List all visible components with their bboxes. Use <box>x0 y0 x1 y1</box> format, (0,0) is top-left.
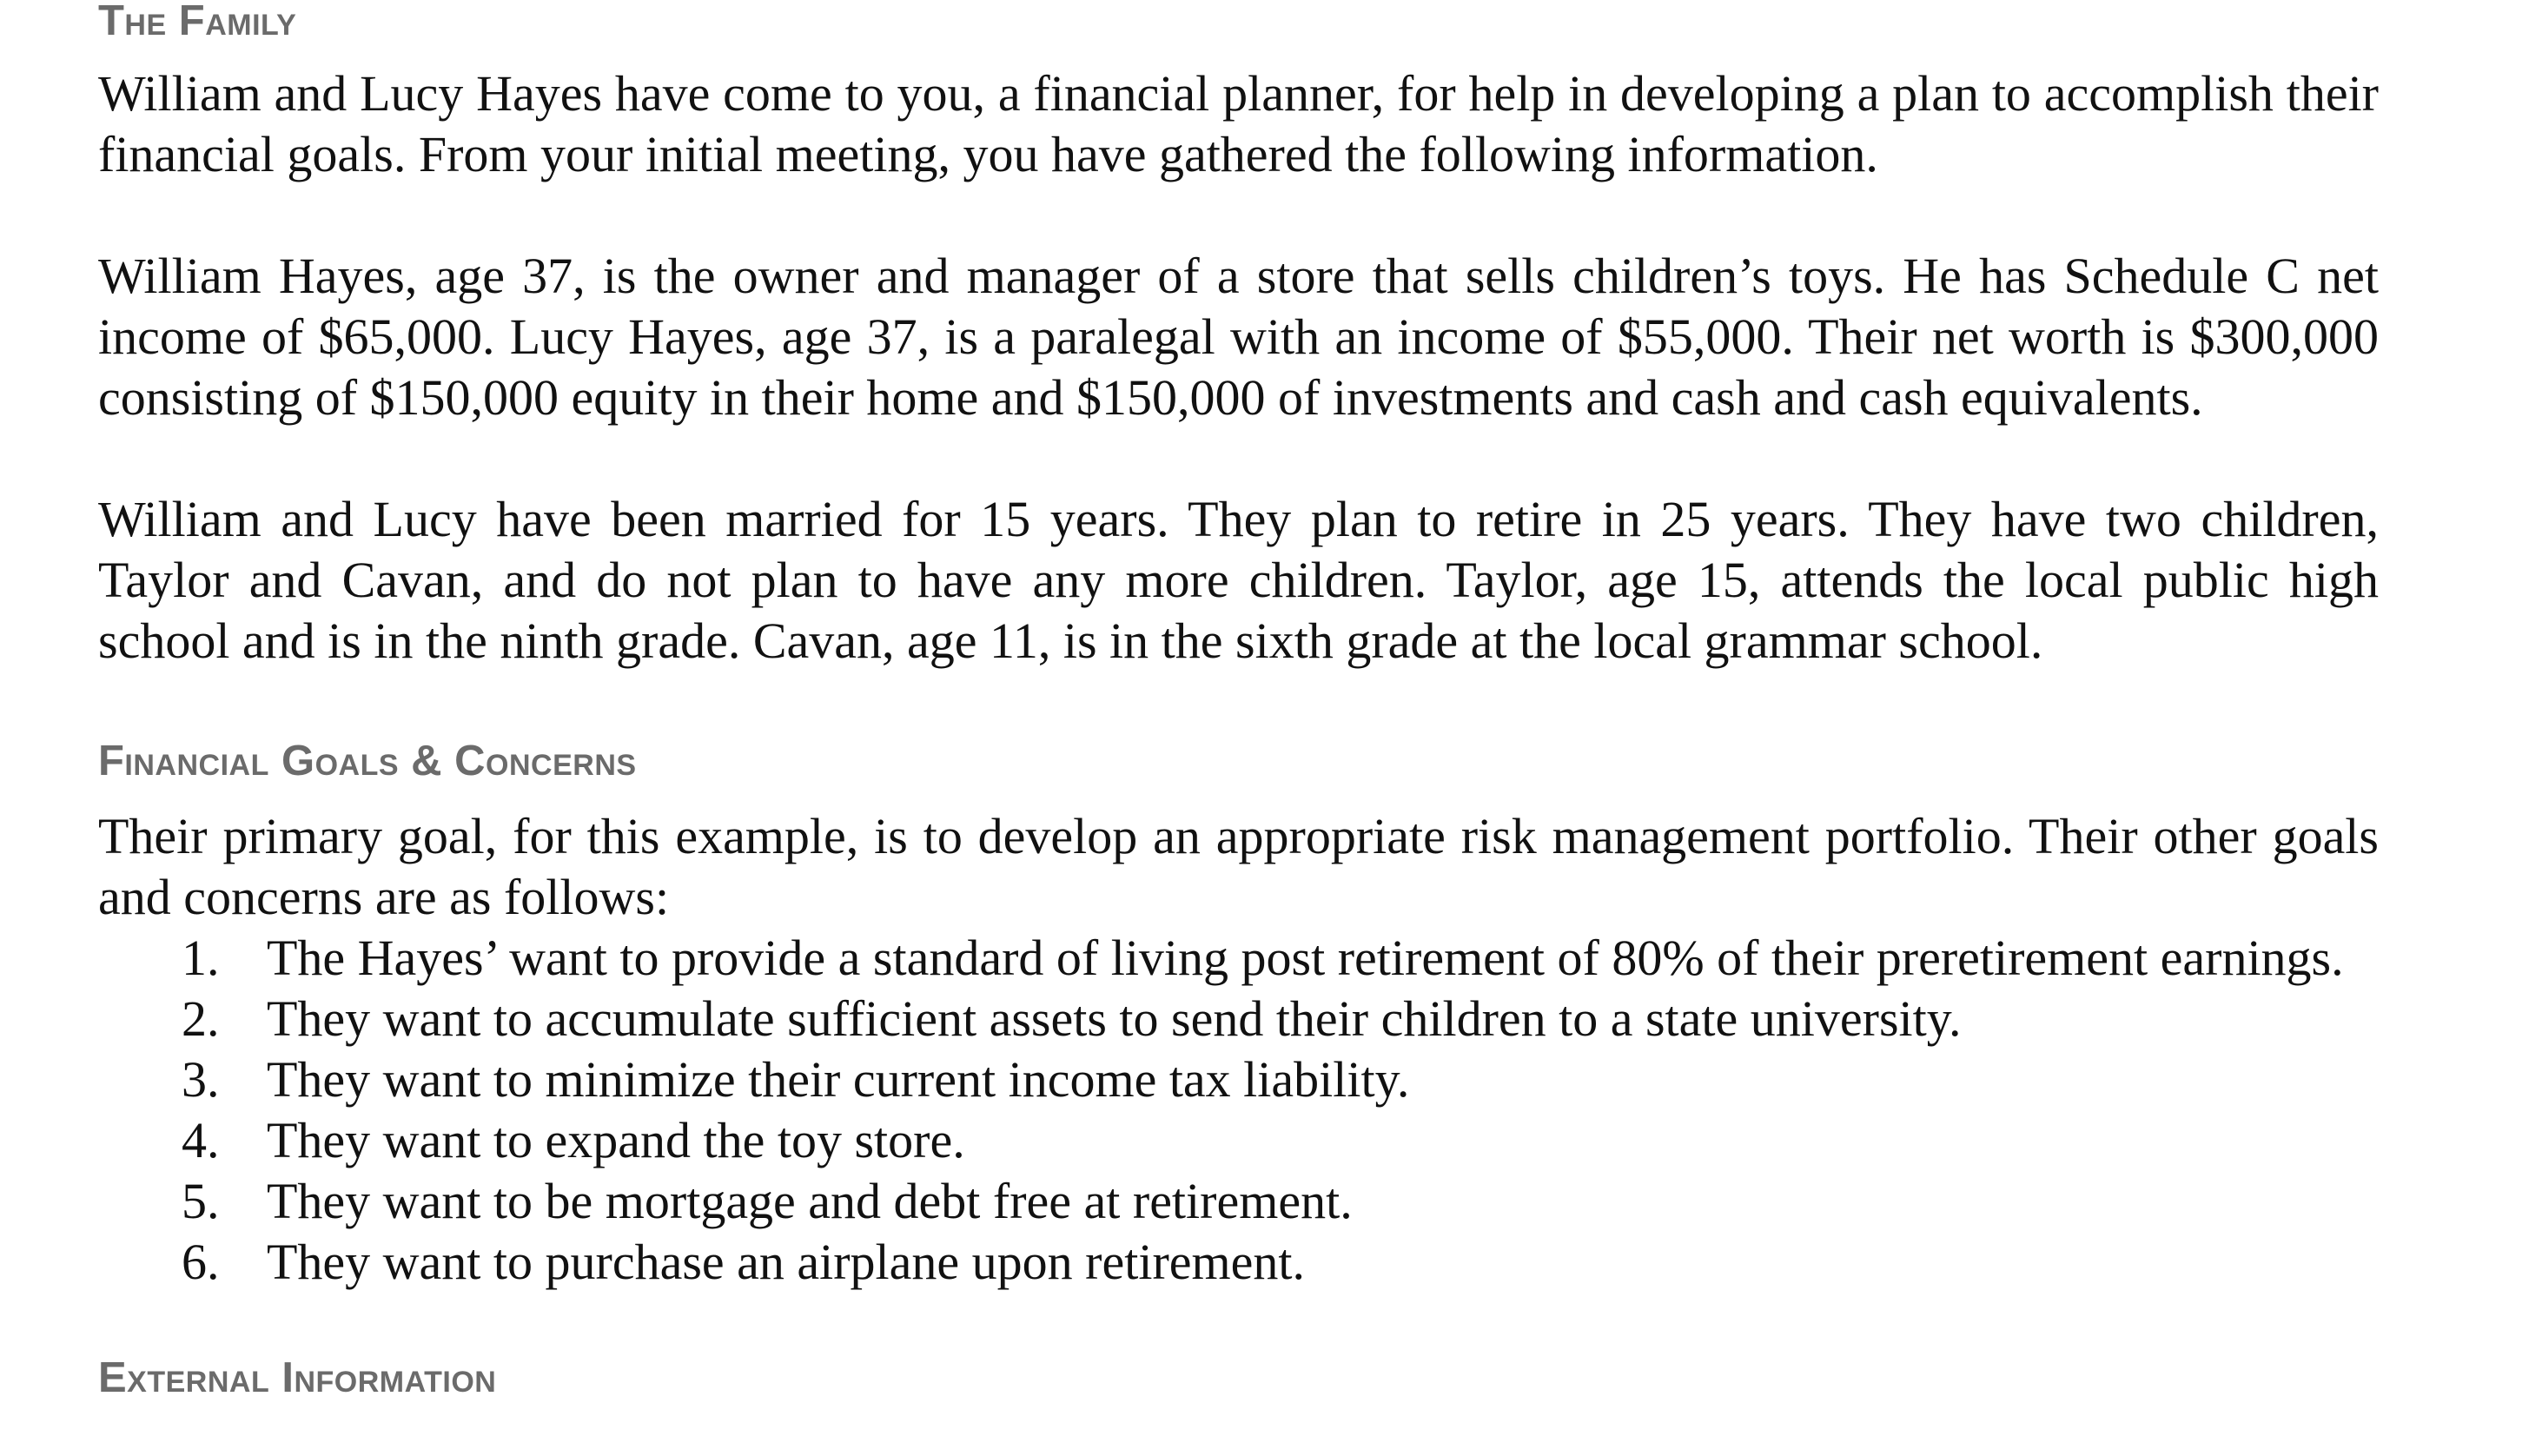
list-item-text: They want to minimize their current income tax liability. <box>267 1051 1410 1108</box>
section-heading-external: External Information <box>98 1354 497 1401</box>
list-item-number: 2. <box>182 990 220 1047</box>
list-item-text: They want to accumulate sufficient assets to send their children to a state university. <box>267 990 1962 1047</box>
list-item <box>98 1232 2379 1293</box>
list-item-number: 1. <box>182 930 220 986</box>
list-item-number: 3. <box>182 1051 220 1108</box>
list-item-text: They want to be mortgage and debt free at retirement. <box>267 1173 1353 1229</box>
list-item-text: They want to expand the toy store. <box>267 1112 965 1168</box>
list-item <box>98 1049 2379 1110</box>
goals-intro: Their primary goal, for this example, is to develop an appropriate risk management portfolio. Their other goals and concerns are as follows: <box>98 808 2379 925</box>
section-heading-family: The Family <box>98 0 297 44</box>
section-heading-goals: Financial Goals & Concerns <box>98 738 637 784</box>
list-item-text: They want to purchase an airplane upon retirement. <box>267 1234 1305 1290</box>
list-item <box>98 1171 2379 1232</box>
list-item <box>98 989 2379 1049</box>
family-paragraph-1: William and Lucy Hayes have come to you, a financial planner, for help in developing a plan to accomplish their financial goals. From your initial meeting, you have gathered the following information. <box>98 65 2379 182</box>
goals-list <box>98 928 2379 1293</box>
list-item-number: 4. <box>182 1112 220 1168</box>
family-paragraph-3: William and Lucy have been married for 15 years. They plan to retire in 25 years. They have two children, Taylor and Cavan, and do not plan to have any more children. Taylor, age 15, attends the local public high school and is in the ninth grade. Cavan, age 11, is in the sixth grade at the local grammar school. <box>98 491 2379 669</box>
family-paragraph-2: William Hayes, age 37, is the owner and manager of a store that sells children’s toys. He has Schedule C net income of $65,000. Lucy Hayes, age 37, is a paralegal with an income of $55,000. Their net worth is $300,000 consisting of $150,000 equity in their home and $150,000 of investments and cash and cash equivalents. <box>98 248 2379 426</box>
list-item-text: The Hayes’ want to provide a standard of living post retirement of 80% of their preretirement earnings. <box>267 930 2344 986</box>
list-item-number: 5. <box>182 1173 220 1229</box>
list-item-number: 6. <box>182 1234 220 1290</box>
list-item <box>98 1110 2379 1171</box>
list-item <box>98 928 2379 989</box>
